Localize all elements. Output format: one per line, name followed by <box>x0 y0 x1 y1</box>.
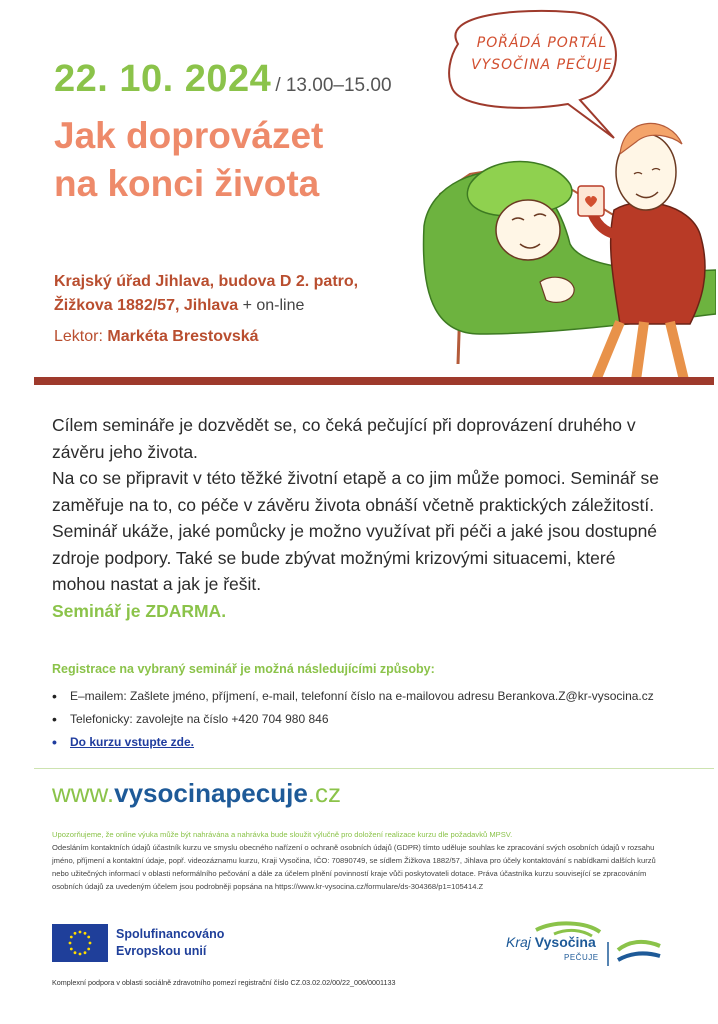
description-paragraph-2: Na co se připravit v této těžké životní etapě a co jim může pomoci. Seminář se zaměřuje na to, co péče v závěru života obnáší včetně praktických záležitostí. Seminář ukáže, jaké pomůcky je možno využívat při péči a jaké jsou dostupné zdroje podpory. Také se bude zbývat možnými krizovými situacemi, které mohou nastat a jak je řešit. <box>52 468 659 594</box>
registration-list <box>52 685 692 754</box>
recording-note: Upozorňujeme, že online výuka může být nahrávána a nahrávka bude sloužit výlučně pro doložení realizace kurzu dle požadavků MPSV. <box>52 830 513 839</box>
web-suffix: .cz <box>307 778 342 808</box>
legal-notice <box>52 828 672 893</box>
kraj-vysocina-text <box>506 934 596 950</box>
description <box>52 412 672 624</box>
gdpr-text: Odesláním kontaktních údajů účastník kurzu ve smyslu obecného nařízení o ochraně osobních údajů (GDPR) tímto uděluje souhlas ke zpracování svých osobních údajů v rozsahu jméno, příjmení a kontaktní údaje, popř. videozáznamu kurzu, Kraji Vysočina, IČO: 70890749, se sídlem Žižkova 1882/57, Jihlava pro účely kontaktování s nabídkami dalších kurzů nebo užitečných informací v oblasti neformálního pečování a dále za účelem plnění povinností kraje vůči poskytovateli dotace. Práva účastníka kurzu související se zpracováním osobních údajů za uvedeným účelem jsou podrobněji popsána na https://www.kr-vysocina.cz/formulare/ds-304368/p1=105414.Z <box>52 843 656 891</box>
website-link[interactable] <box>52 778 341 809</box>
vysocina-word: Vysočina <box>534 934 596 950</box>
registration-section <box>52 662 692 754</box>
venue-line-1: Krajský úřad Jihlava, budova D 2. patro, <box>54 273 359 290</box>
venue <box>54 270 358 318</box>
registration-title: Registrace na vybraný seminář je možná následujícími způsoby: <box>52 662 435 676</box>
web-highlight: vysocinapecuje <box>114 778 308 808</box>
event-time: / 13.00–15.00 <box>275 75 392 96</box>
registration-phone-item: • Telefonicky: zavolejte na číslo +420 704 980 846 <box>52 708 692 731</box>
venue-line-2: Žižkova 1882/57, Jihlava + on-line <box>54 297 305 314</box>
event-date <box>54 58 392 101</box>
section-divider <box>34 768 714 769</box>
title-line-2: na konci života <box>54 163 320 204</box>
project-footnote: Komplexní podpora v oblasti sociálně zdravotního pomezí registrační číslo CZ.03.02.02/00/22_006/0001133 <box>52 978 396 987</box>
lector-name: Markéta Brestovská <box>107 328 259 345</box>
eu-flag-icon <box>52 924 108 962</box>
header-divider <box>34 377 714 385</box>
web-prefix: www. <box>52 778 115 808</box>
date-text: 22. 10. 2024 <box>54 58 272 100</box>
organizer-bubble <box>462 32 622 76</box>
course-link[interactable]: • Do kurzu vstupte zde. <box>52 731 692 754</box>
bubble-line-1: POŘÁDÁ PORTÁL <box>476 35 608 51</box>
eu-cofinanced-text: Spolufinancováno Evropskou unií <box>116 927 225 958</box>
description-paragraph-1: Cílem semináře je dozvědět se, co čeká pečující při doprovázení druhého v závěru jeho života. <box>52 415 636 462</box>
page-title <box>54 112 323 208</box>
pecuje-text: PEČUJE <box>564 953 599 962</box>
kraj-word: Kraj <box>506 934 531 950</box>
lector <box>54 328 259 346</box>
venue-online: + on-line <box>242 297 305 314</box>
registration-email-item: • E–mailem: Zašlete jméno, příjmení, e-mail, telefonní číslo na e-mailovou adresu Berankova.Z@kr-vysocina.cz <box>52 685 692 708</box>
title-line-1: Jak doprovázet <box>54 115 324 156</box>
free-notice: Seminář je ZDARMA. <box>52 600 227 621</box>
lector-label: Lektor: <box>54 328 103 345</box>
bubble-line-2: VYSOČINA PEČUJE <box>471 57 613 73</box>
